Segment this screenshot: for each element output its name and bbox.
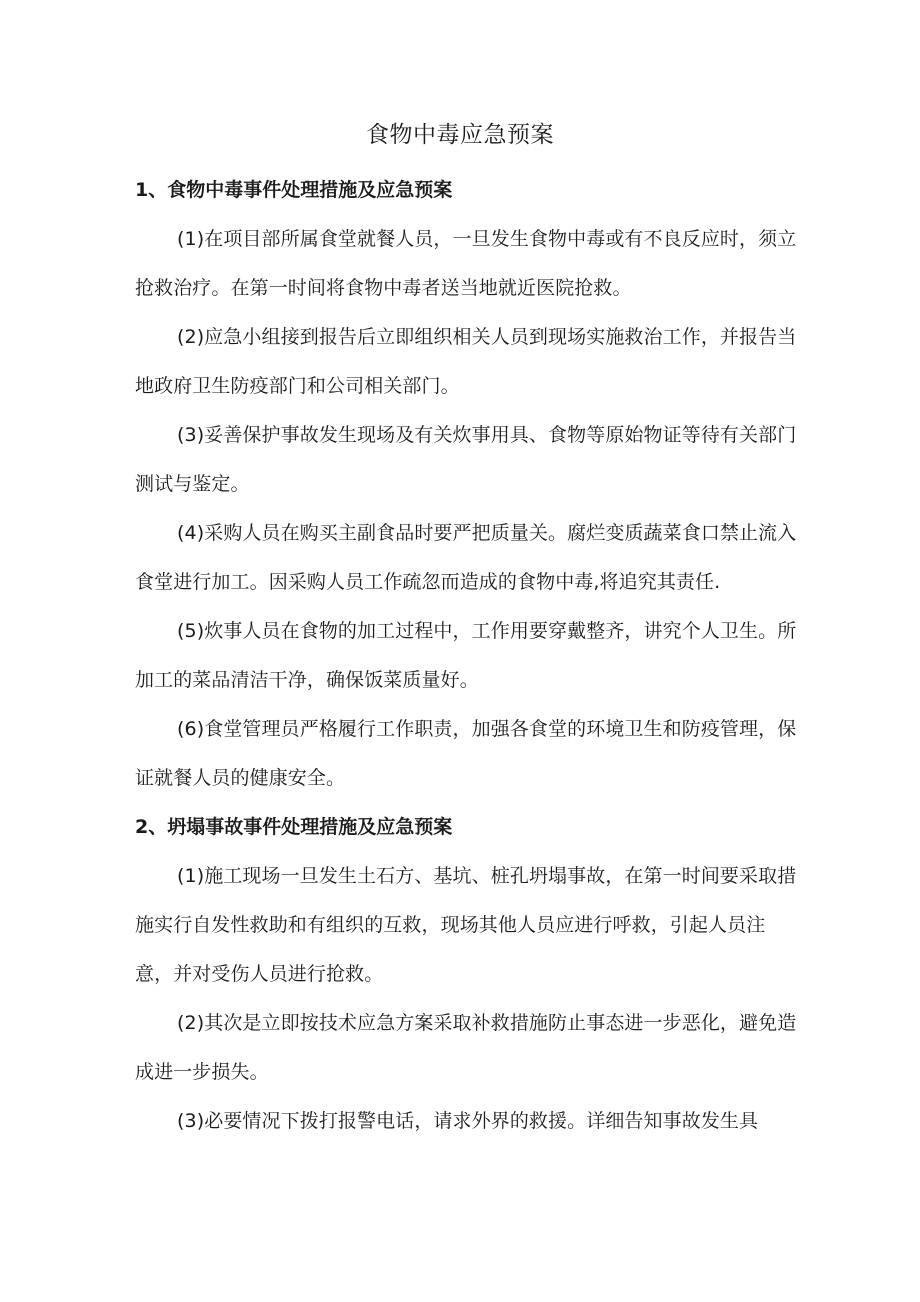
section-1-paragraph-2: (2)应急小组接到报告后立即组织相关人员到现场实施救治工作，并报告当地政府卫生防疫部门和公司相关部门。 [135, 326, 797, 397]
section-2-paragraph-3: (3)必要情况下拨打报警电话，请求外界的救援。详细告知事故发生具 [177, 1110, 759, 1132]
document-body [135, 166, 800, 1146]
document-title: 食物中毒应急预案 [366, 122, 554, 148]
section-1-paragraph-6: (6)食堂管理员严格履行工作职责，加强各食堂的环境卫生和防疫管理，保证就餐人员的健康安全。 [135, 718, 797, 789]
section-2-paragraph-2: (2)其次是立即按技术应急方案采取补救措施防止事态进一步恶化，避免造成进一步损失。 [135, 1012, 797, 1083]
section-1-paragraph-3: (3)妥善保护事故发生现场及有关炊事用具、食物等原始物证等待有关部门测试与鉴定。 [135, 424, 797, 495]
section-1-heading: 1、食物中毒事件处理措施及应急预案 [135, 179, 453, 201]
section-2-heading: 2、坍塌事故事件处理措施及应急预案 [135, 816, 453, 838]
section-2-paragraph-1: (1)施工现场一旦发生土石方、基坑、桩孔坍塌事故，在第一时间要采取措施实行自发性救助和有组织的互救，现场其他人员应进行呼救，引起人员注意，并对受伤人员进行抢救。 [135, 865, 797, 985]
section-1-paragraph-1: (1)在项目部所属食堂就餐人员，一旦发生食物中毒或有不良反应时，须立抢救治疗。在第一时间将食物中毒者送当地就近医院抢救。 [135, 228, 797, 299]
section-1-paragraph-4: (4)采购人员在购买主副食品时要严把质量关。腐烂变质蔬菜食口禁止流入食堂进行加工。因采购人员工作疏忽而造成的食物中毒,将追究其责任. [135, 522, 797, 593]
section-1-paragraph-5: (5)炊事人员在食物的加工过程中，工作用要穿戴整齐，讲究个人卫生。所加工的菜品清洁干净，确保饭菜质量好。 [135, 620, 797, 691]
